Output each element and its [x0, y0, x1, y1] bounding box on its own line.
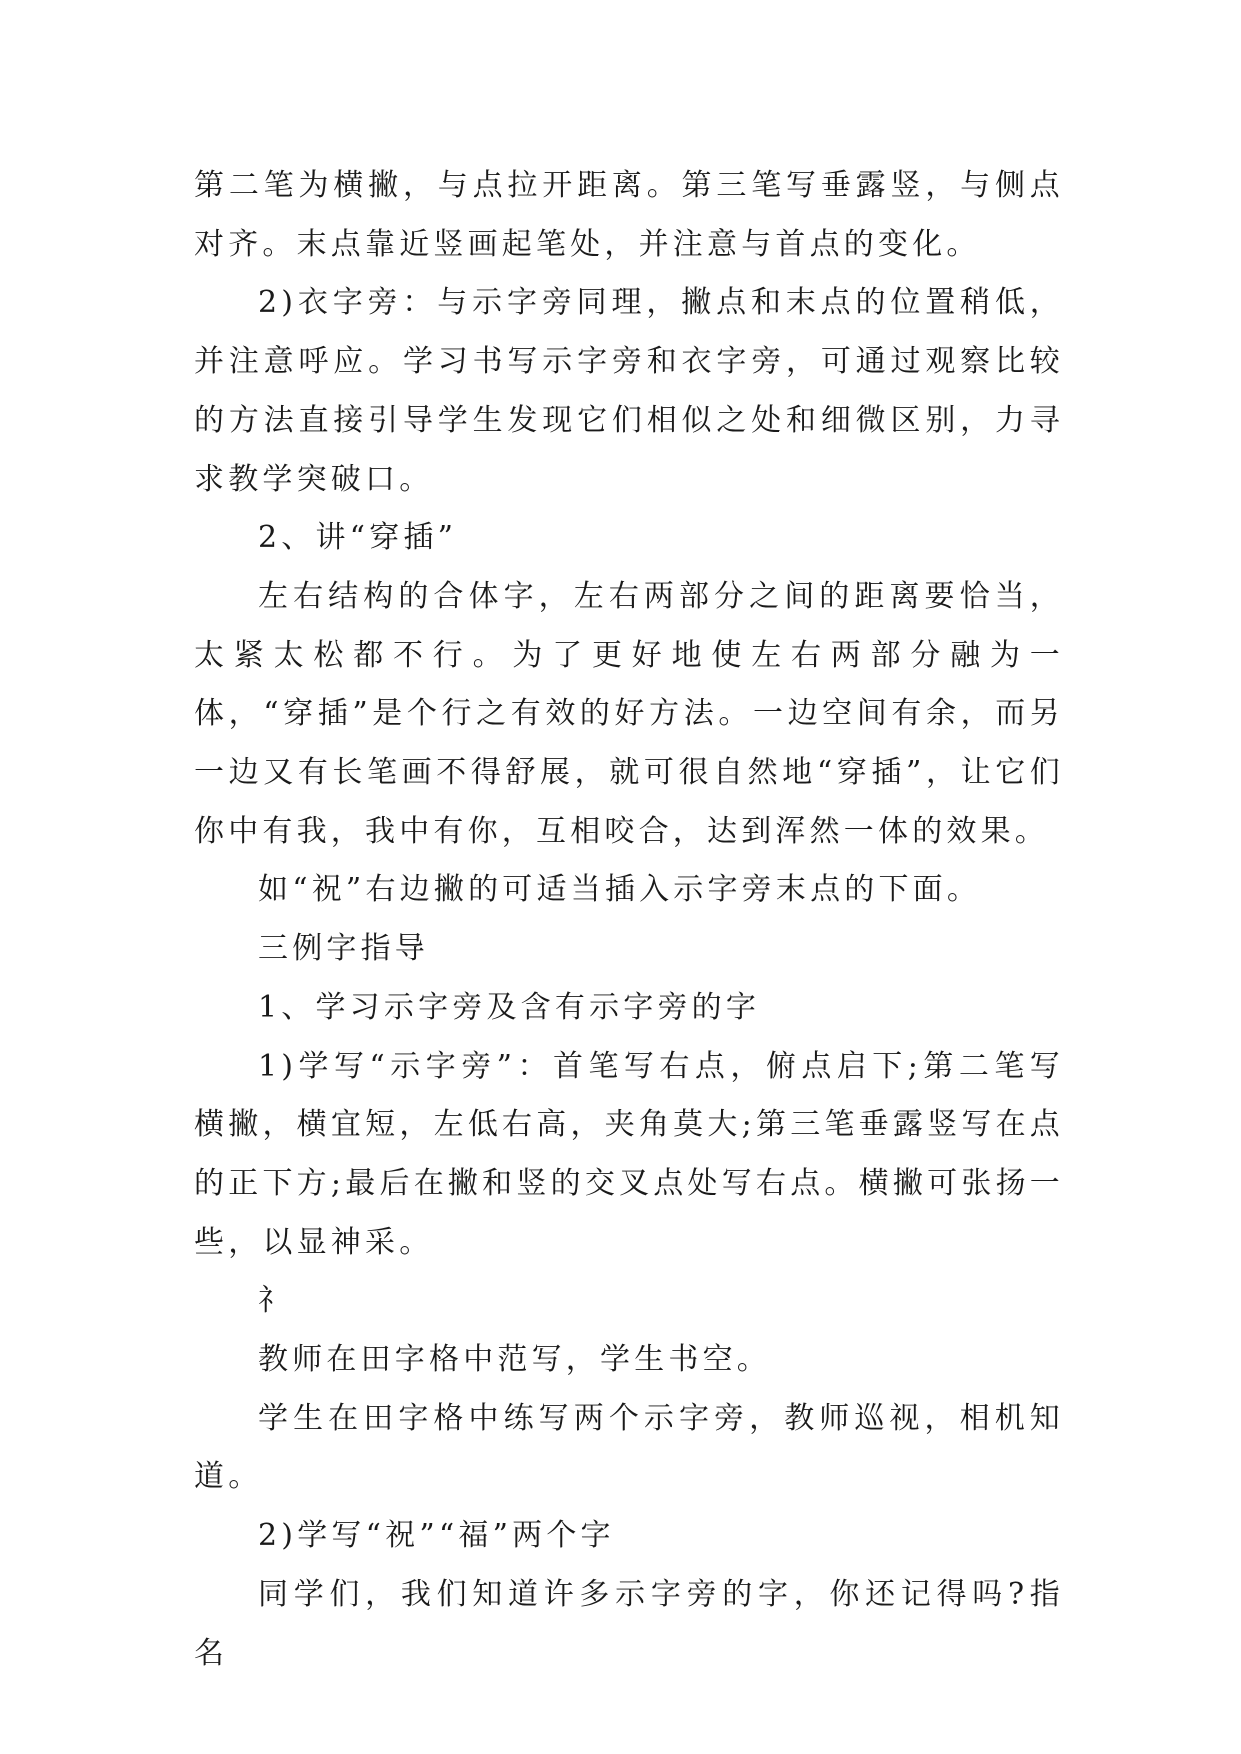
subsection-heading-1: 1、学习示字旁及含有示字旁的字 [258, 989, 761, 1025]
paragraph-5: 如“祝”右边撇的可适当插入示字旁末点的下面。 [258, 872, 982, 908]
section-heading-example-chars: 三例字指导 [258, 931, 429, 967]
paragraph-10: 教师在田字格中范写，学生书空。 [258, 1342, 771, 1378]
subsection-heading-2: 2)学写“祝”“福”两个字 [258, 1518, 615, 1554]
paragraph-8: 1)学写“示字旁”：首笔写右点，俯点启下;第二笔写横撇，横宜短，左低右高，夹角莫大;第三笔垂露竖写在点的正下方;最后在撇和竖的交叉点处写右点。横撇可张扬一些，以显神采。 [194, 1048, 1064, 1260]
paragraph-11: 学生在田字格中练写两个示字旁，教师巡视，相机知道。 [194, 1400, 1064, 1495]
paragraph-4: 左右结构的合体字，左右两部分之间的距离要恰当，太紧太松都不行。为了更好地使左右两部分融为一体，“穿插”是个行之有效的好方法。一边空间有余，而另一边又有长笔画不得舒展，就可很自然地“穿插”，让它们你中有我，我中有你，互相咬合，达到浑然一体的效果。 [194, 578, 1064, 849]
radical-character: 礻 [258, 1283, 293, 1319]
section-heading-chuancha: 2、讲“穿插” [258, 520, 458, 556]
paragraph-2: 2)衣字旁：与示字旁同理，撇点和末点的位置稍低，并注意呼应。学习书写示字旁和衣字旁，可通过观察比较的方法直接引导学生发现它们相似之处和细微区别，力寻求教学突破口。 [194, 285, 1064, 497]
paragraph-1: 第二笔为横撇，与点拉开距离。第三笔写垂露竖，与侧点对齐。末点靠近竖画起笔处，并注意与首点的变化。 [194, 168, 1064, 262]
paragraph-13: 同学们，我们知道许多示字旁的字，你还记得吗?指名 [194, 1576, 1064, 1671]
document-body [194, 157, 1064, 1683]
